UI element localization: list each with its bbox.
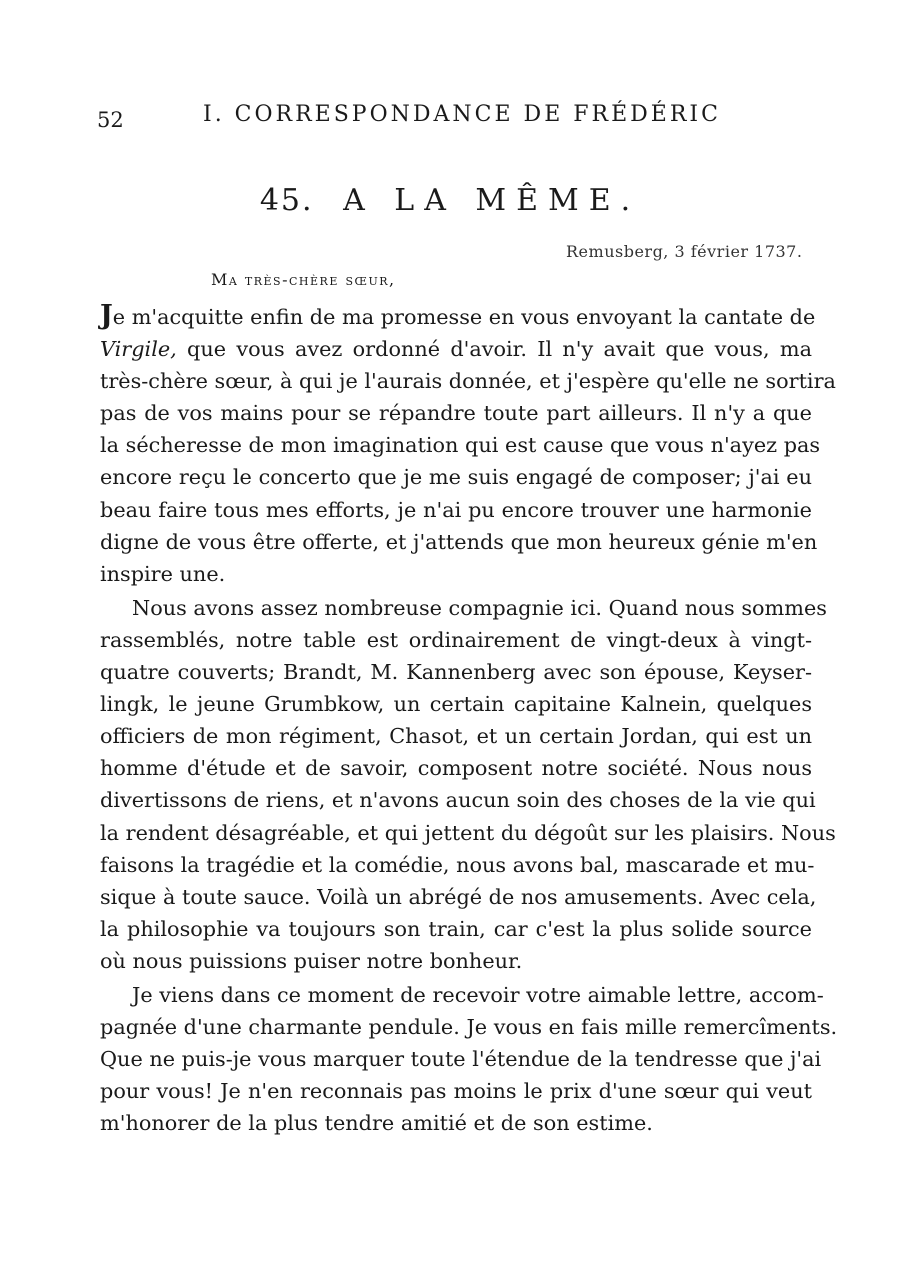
text-line: pour vous! Je n'en reconnais pas moins le prix d'une sœur qui veut [100,1079,812,1104]
text-line: divertissons de riens, et n'avons aucun soin des choses de la vie qui [100,788,816,813]
text-line: faisons la tragédie et la comédie, nous avons bal, mascarade et mu- [100,852,815,877]
text-line: la philosophie va toujours son train, car c'est la plus solide source [100,916,812,941]
salutation: Ma très-chère sœur, [211,270,396,289]
letter-body [100,300,838,1139]
letter-number: 45. [259,183,314,218]
text-line: rassemblés, notre table est ordinairement de vingt-deux à vingt- [100,627,812,652]
paragraph [100,592,836,977]
text-line: la rendent désagréable, et qui jettent du dégoût sur les plaisirs. Nous [100,820,836,845]
text-line: Virgile, que vous avez ordonné d'avoir. Il n'y avait que vous, ma [100,337,812,362]
text-line: quatre couverts; Brandt, M. Kannenberg avec son épouse, Keyser- [100,660,812,685]
page-number: 52 [97,108,124,132]
text-line: la sécheresse de mon imagination qui est cause que vous n'ayez pas [100,433,821,458]
text-line: très-chère sœur, à qui je l'aurais donnée, et j'espère qu'elle ne sortira [100,369,836,394]
paragraph [100,979,838,1139]
text-line: beau faire tous mes efforts, je n'ai pu encore trouver une harmonie [100,497,812,522]
text-line: Que ne puis-je vous marquer toute l'étendue de la tendresse que j'ai [100,1047,822,1072]
letter-title: A LA MÊME. [343,183,641,218]
text-line: pas de vos mains pour se répandre toute part ailleurs. Il n'y a que [100,401,812,426]
paragraph [100,300,836,590]
dateline: Remusberg, 3 février 1737. [566,242,803,261]
drop-cap: J [100,300,113,331]
text-line: inspire une. [100,561,226,586]
text-line: Je viens dans ce moment de recevoir votre aimable lettre, accom- [132,982,824,1007]
text-line: Je m'acquitte enfin de ma promesse en vous envoyant la cantate de [100,300,816,331]
text-line: lingk, le jeune Grumbkow, un certain capitaine Kalnein, quelques [100,692,812,717]
text-line: sique à toute sauce. Voilà un abrégé de nos amusements. Avec cela, [100,884,817,909]
text-line: homme d'étude et de savoir, composent notre société. Nous nous [100,756,812,781]
italic-text: Virgile, [100,337,177,362]
text-line: digne de vous être offerte, et j'attends que mon heureux génie m'en [100,529,818,554]
text-line: m'honorer de la plus tendre amitié et de son estime. [100,1111,653,1136]
text-line: officiers de mon régiment, Chasot, et un certain Jordan, qui est un [100,724,812,749]
text-line: Nous avons assez nombreuse compagnie ici. Quand nous sommes [132,595,827,620]
letter-heading [0,183,900,218]
running-head: I. CORRESPONDANCE DE FRÉDÉRIC [203,102,721,127]
text-line: pagnée d'une charmante pendule. Je vous en fais mille remercîments. [100,1015,838,1040]
text-line: encore reçu le concerto que je me suis engagé de composer; j'ai eu [100,465,812,490]
text-line: où nous puissions puiser notre bonheur. [100,948,523,973]
